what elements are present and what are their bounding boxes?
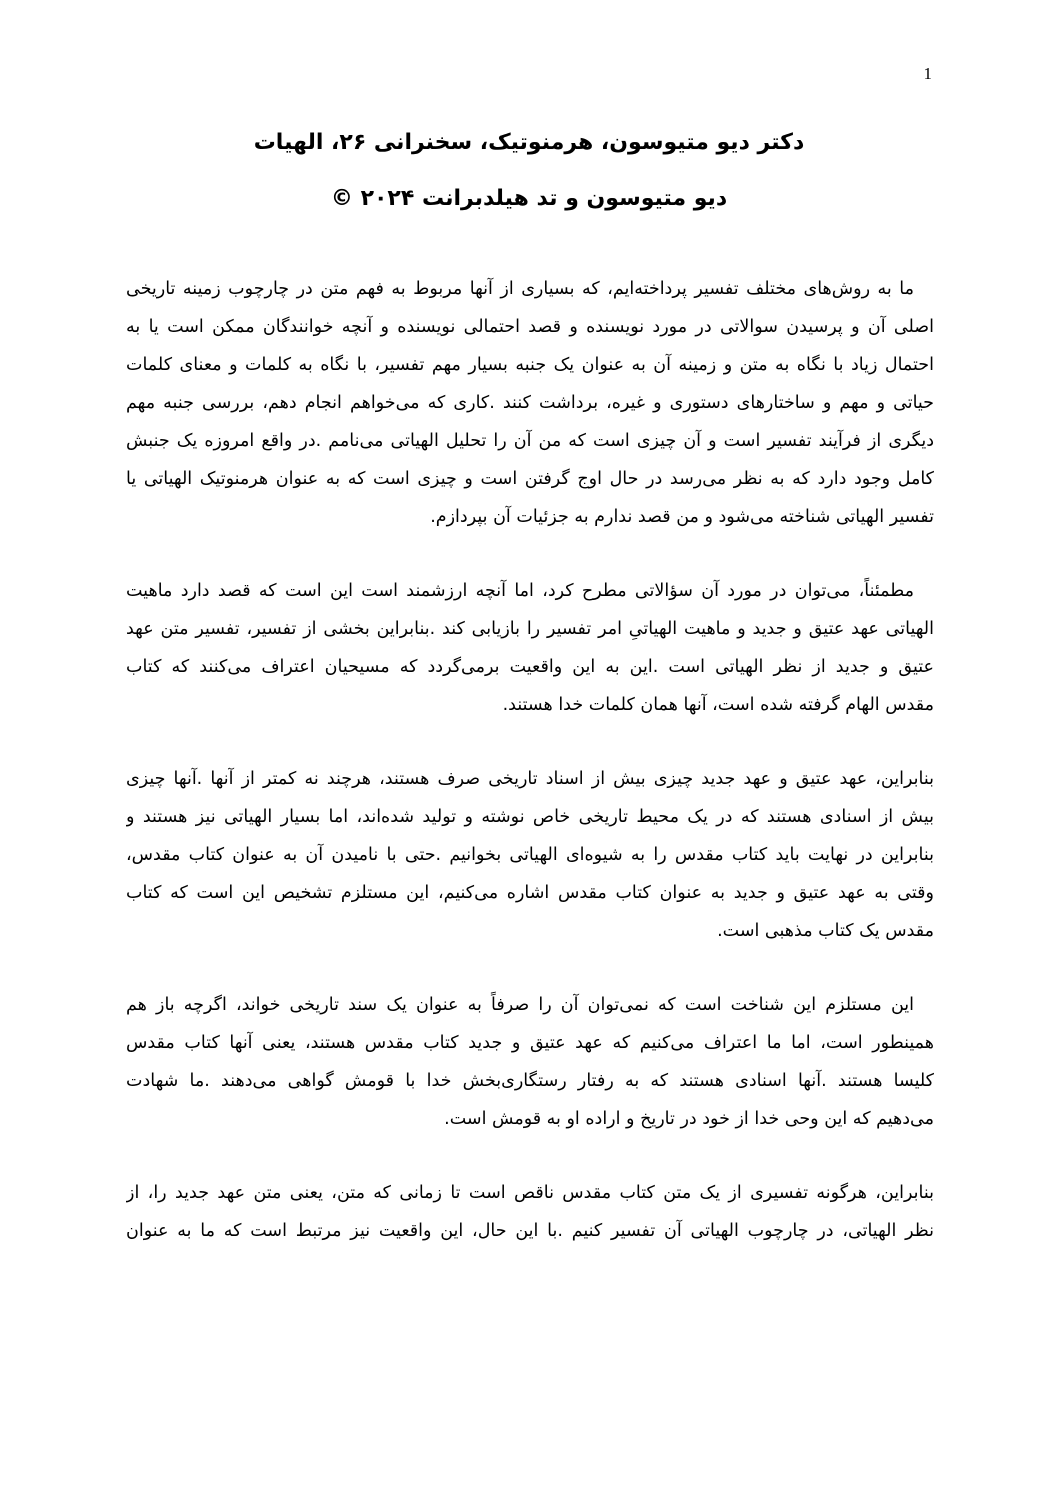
document-title: دکتر دیو متیوسون، هرمنوتیک، سخنرانی ۲۶، الهیات — [253, 130, 805, 155]
text-line: همینطور است، اما ما اعتراف می‌کنیم که عهد عتیق و جدید کتاب مقدس هستند، یعنی آنها کتاب مقدس — [126, 1033, 934, 1053]
copyright-line: دیو متیوسون و تد هیلدبرانت ۲۰۲۴ © — [330, 186, 728, 211]
text-line: می‌دهیم که این وحی خدا از خود در تاریخ و اراده او به قومش است. — [444, 1109, 934, 1129]
text-line: کامل وجود دارد که به نظر می‌رسد در حال اوج گرفتن است و چیزی است که به عنوان هرمنوتیک الهیاتی یا — [126, 469, 934, 489]
paragraph-4 — [126, 986, 934, 1138]
paragraph-3 — [126, 760, 934, 950]
page-number: 1 — [923, 64, 932, 83]
text-line: وقتی به عهد عتیق و جدید به عنوان کتاب مقدس اشاره می‌کنیم، این مستلزم تشخیص این است که کتاب — [126, 883, 934, 903]
text-line: مقدس الهام گرفته شده است، آنها همان کلمات خدا هستند. — [502, 695, 934, 715]
text-line: نظر الهیاتی، در چارچوب الهیاتی آن تفسیر کنیم .با این حال، این واقعیت نیز مرتبط است که ما به عنوان — [126, 1221, 934, 1241]
text-line: این مستلزم این شناخت است که نمی‌توان آن را صرفاً به عنوان یک سند تاریخی خواند، اگرچه باز هم — [126, 995, 914, 1015]
text-line: احتمال زیاد با نگاه به متن و زمینه آن به عنوان یک جنبه بسیار مهم تفسیر، با نگاه به کلمات و معنای کلمات — [126, 355, 934, 375]
text-line: بنابراین، هرگونه تفسیری از یک متن کتاب مقدس ناقص است تا زمانی که متن، یعنی متن عهد جدید را، از — [126, 1183, 934, 1203]
text-line: تفسیر الهیاتی شناخته می‌شود و من قصد ندارم به جزئیات آن بپردازم. — [430, 507, 934, 527]
text-line: حیاتی و مهم و ساختارهای دستوری و غیره، برداشت کنند .کاری که می‌خواهم انجام دهم، بررسی جنبه مهم — [126, 393, 934, 413]
text-line: مقدس یک کتاب مذهبی است. — [717, 921, 934, 941]
text-line: عتیق و جدید از نظر الهیاتی است .این به این واقعیت برمی‌گردد که مسیحیان اعتراف می‌کنند که کتاب — [126, 657, 934, 677]
text-line: بنابراین در نهایت باید کتاب مقدس را به شیوه‌ای الهیاتی بخوانیم .حتی با نامیدن آن به عنوان کتاب مقدس، — [126, 845, 934, 865]
paragraph-2 — [126, 572, 934, 724]
text-line: اصلی آن و پرسیدن سوالاتی در مورد نویسنده و قصد احتمالی نویسنده و آنچه خوانندگان ممکن است یا به — [126, 317, 934, 337]
document-body — [126, 270, 934, 1286]
paragraph-5 — [126, 1174, 934, 1250]
text-line: کلیسا هستند .آنها اسنادی هستند که به رفتار رستگاری‌بخش خدا با قومش گواهی می‌دهند .ما شهادت — [126, 1071, 934, 1091]
text-line: الهیاتی عهد عتیق و جدید و ماهیت الهیاتیِ امر تفسیر را بازیابی کند .بنابراین بخشی از تفسیر، تفسیر متن عهد — [126, 619, 934, 639]
text-line: بنابراین، عهد عتیق و عهد جدید چیزی بیش از اسناد تاریخی صرف هستند، هرچند نه کمتر از آنها .آنها چیزی — [126, 769, 934, 789]
text-line: مطمئناً، می‌توان در مورد آن سؤالاتی مطرح کرد، اما آنچه ارزشمند است این است که قصد دارد ماهیت — [126, 581, 914, 601]
text-line: بیش از اسنادی هستند که در یک محیط تاریخی خاص نوشته و تولید شده‌اند، اما بسیار الهیاتی نیز هستند و — [126, 807, 934, 827]
text-line: دیگری از فرآیند تفسیر است و آن چیزی است که من آن را تحلیل الهیاتی می‌نامم .در واقع امروزه یک جنبش — [126, 431, 934, 451]
paragraph-1 — [126, 270, 934, 536]
text-line: ما به روش‌های مختلف تفسیر پرداخته‌ایم، که بسیاری از آنها مربوط به فهم متن در چارچوب زمینه تاریخی — [126, 279, 914, 299]
